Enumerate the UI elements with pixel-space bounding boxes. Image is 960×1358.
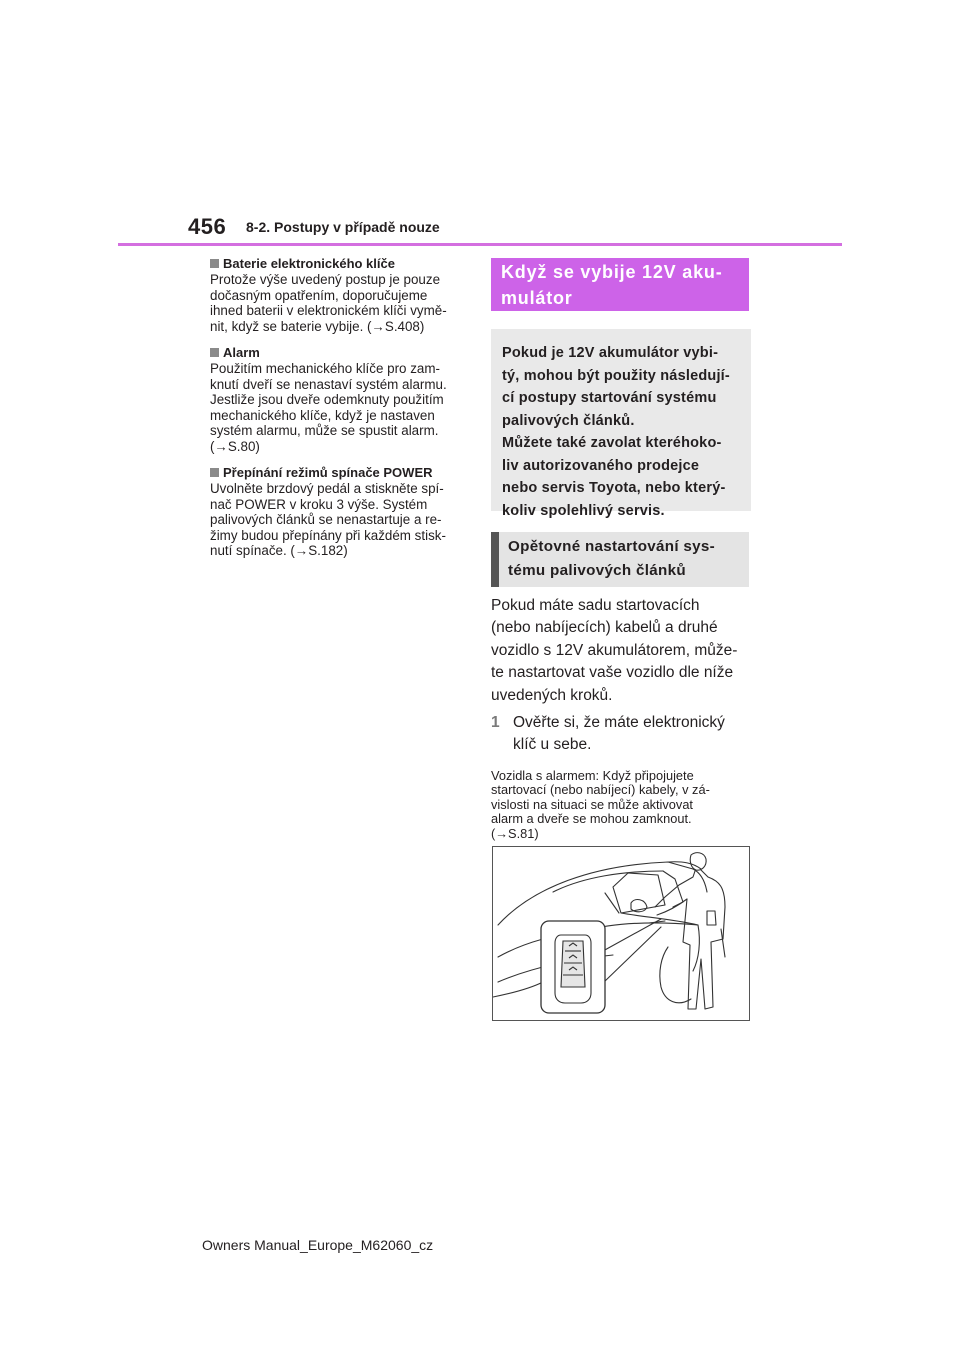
topic-power-switch [210, 464, 470, 559]
step-text: Ověřte si, že máte elektronický klíč u sebe. [513, 714, 725, 754]
step-item [491, 712, 751, 757]
intro-box: Pokud je 12V akumulátor vybi- tý, mohou být použity následují- cí postupy startování systému palivových článků. Můžete také zavolat kteréhoko- liv autorizovaného prodejce nebo servis Toyota, nebo který- koliv spolehlivý servis. [491, 329, 751, 511]
section-title: 8-2. Postupy v případě nouze [246, 219, 440, 235]
topic-body: Protože výše uvedený postup je pouze dočasným opatřením, doporučujeme ihned baterii v elektronickém klíči vymě- nit, když se baterie vybije. (→S.408) [210, 272, 447, 334]
illustration-key-check [492, 846, 750, 1021]
header-divider [118, 243, 842, 246]
right-column [491, 258, 751, 841]
footer-manual-id: Owners Manual_Europe_M62060_cz [202, 1237, 434, 1253]
topic-heading: Alarm [210, 344, 470, 361]
square-bullet-icon [210, 348, 219, 357]
topic-body: Použitím mechanického klíče pro zam- knutí dveří se nenastaví systém alarmu. Jestliže jsou dveře odemknuty použitím mechanického klíče, když je nastaven systém alarmu, může se spustit alarm. (→S.80) [210, 361, 447, 454]
square-bullet-icon [210, 468, 219, 477]
topic-key-battery [210, 255, 470, 334]
left-column [210, 255, 470, 569]
topic-heading: Baterie elektronického klíče [210, 255, 470, 272]
step-number: 1 [491, 714, 500, 732]
topic-body: Uvolněte brzdový pedál a stiskněte spí- nač POWER v kroku 3 výše. Systém palivových článků se nenastartuje a re- žimy budou přepínány při každém stisk- nutí spínače. (→S.182) [210, 481, 446, 558]
body-paragraph: Pokud máte sadu startovacích (nebo nabíjecích) kabelů a druhé vozidlo s 12V akumulátorem, může- te nastartovat vaše vozidlo dle níže uvedených kroků. [491, 597, 738, 704]
topic-heading: Přepínání režimů spínače POWER [210, 464, 470, 481]
square-bullet-icon [210, 259, 219, 268]
sub-heading: Opětovné nastartování sys- tému palivových článků [491, 532, 749, 587]
car-and-person-illustration [493, 847, 750, 1021]
main-heading: Když se vybije 12V aku- mulátor [491, 258, 749, 311]
page-number: 456 [188, 214, 227, 239]
topic-alarm [210, 344, 470, 454]
alarm-note: Vozidla s alarmem: Když připojujete startovací (nebo nabíjecí) kabely, v zá- vislosti na situaci se může aktivovat alarm a dveře se mohou zamknout. (→S.81) [491, 767, 710, 841]
